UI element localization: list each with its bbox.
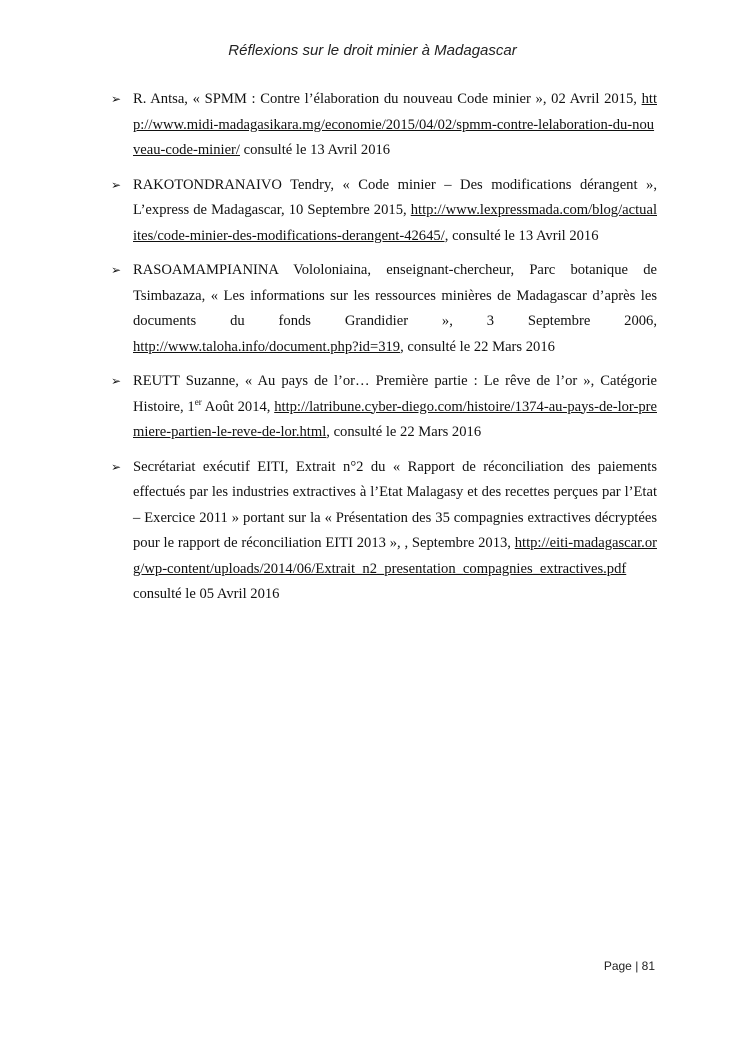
ordinal-superscript: er xyxy=(194,396,202,407)
reference-text: REUTT Suzanne, « Au pays de l’or… Première partie : Le rêve de l’or », Catégorie Histoire, 1 xyxy=(133,373,657,415)
arrow-bullet-icon: ➢ xyxy=(111,92,122,106)
reference-text: R. Antsa, « SPMM : Contre l’élaboration du nouveau Code minier », 02 Avril 2015, xyxy=(133,91,637,107)
reference-consulted: , consulté le 22 Mars 2016 xyxy=(400,338,555,355)
reference-text: RASOAMAMPIANINA Vololoniaina, enseignant-chercheur, Parc botanique de Tsimbazaza, « Les informations sur les ressources minières de Madagascar d’après les documents du fonds Grandidier », 3 Septembre 2006, xyxy=(133,262,657,329)
arrow-bullet-icon: ➢ xyxy=(111,263,122,277)
reference-item xyxy=(111,455,657,608)
reference-consulted: consulté le 13 Avril 2016 xyxy=(452,227,599,244)
reference-consulted: consulté le 13 Avril 2016 xyxy=(243,142,391,158)
reference-link[interactable]: http://www.midi-madagasikara.mg/economie/2015/04/02/spmm-contre-lelaboration-du-nouveau-code-minier/ xyxy=(133,91,657,158)
reference-link[interactable]: http://eiti-madagascar.org/wp-content/uploads/2014/06/Extrait_n2_presentation_compagnies_extractives.pdf xyxy=(133,535,657,577)
reference-list xyxy=(111,87,657,617)
reference-link[interactable]: http://www.taloha.info/document.php?id=319 xyxy=(133,338,401,355)
reference-link[interactable]: http://www.lexpressmada.com/blog/actualites/code-minier-des-modifications-derangent-42645/, xyxy=(133,202,657,244)
reference-item xyxy=(111,258,657,360)
reference-link[interactable]: http://latribune.cyber-diego.com/histoire/1374-au-pays-de-lor-premiere-partien-le-reve-de-lor.html xyxy=(133,398,657,440)
arrow-bullet-icon: ➢ xyxy=(111,374,122,388)
reference-text: RAKOTONDRANAIVO Tendry, « Code minier – Des modifications dérangent », L’express de Madagascar, 10 Septembre 2015, xyxy=(133,176,657,218)
reference-item xyxy=(111,173,657,250)
reference-text: Secrétariat exécutif EITI, Extrait n°2 du « Rapport de réconciliation des paiements effectués par les industries extractives à l’Etat Malagasy et des recettes perçues par l’Etat – Exercice 2011 » portant sur la « Présentation des 35 compagnies extractives décryptées pour le rapport de réconciliation EITI 2013 », , Septembre 2013, xyxy=(133,458,657,551)
page-number: Page | 81 xyxy=(603,959,655,973)
arrow-bullet-icon: ➢ xyxy=(111,177,122,192)
reference-text-cont: Août 2014, xyxy=(201,398,271,415)
reference-item xyxy=(111,87,657,164)
arrow-bullet-icon: ➢ xyxy=(111,459,122,474)
running-header: Réflexions sur le droit minier à Madagascar xyxy=(228,42,517,59)
reference-consulted: , consulté le 22 Mars 2016 xyxy=(326,424,482,440)
reference-item xyxy=(111,369,657,446)
reference-consulted: consulté le 05 Avril 2016 xyxy=(133,586,280,602)
